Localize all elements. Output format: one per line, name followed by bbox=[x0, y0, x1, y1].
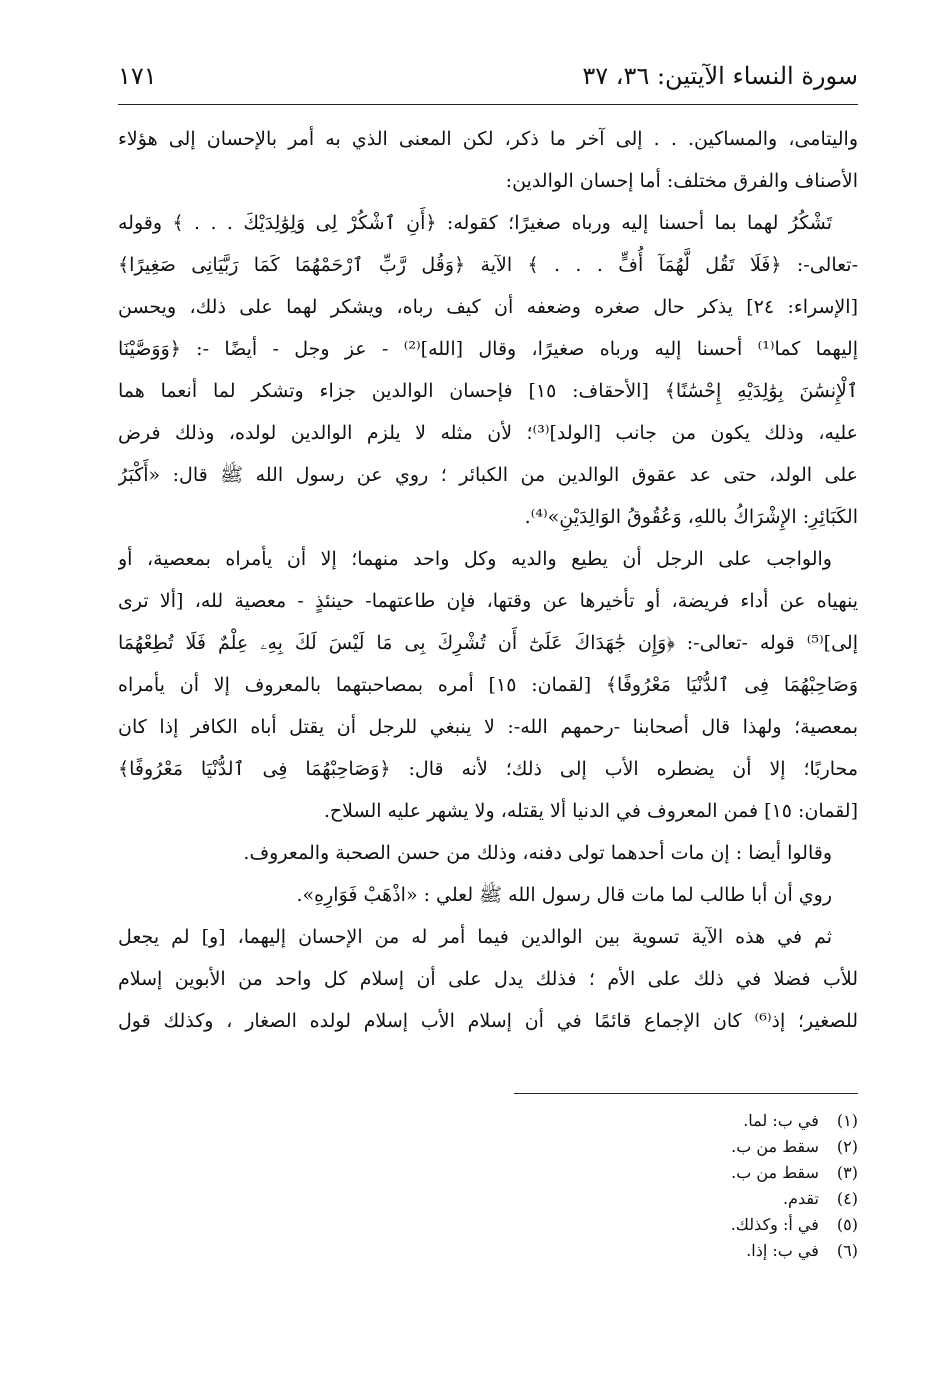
footnote-rule bbox=[514, 1093, 858, 1094]
footnote-number: (٤) bbox=[836, 1189, 858, 1208]
running-header bbox=[118, 56, 858, 96]
footnote bbox=[518, 1186, 858, 1212]
footnote bbox=[518, 1134, 858, 1160]
text-line: على الولد، حتى عد عقوق الوالدين من الكبائر ؛ روي عن رسول الله ﷺ قال: «أَكْبَرُ bbox=[118, 464, 858, 486]
footnote-text: في ب: إذا. bbox=[746, 1241, 819, 1260]
footnote-text: في أ: وكذلك. bbox=[730, 1215, 819, 1234]
text-line: [لقمان: ١٥] فمن المعروف في الدنيا ألا يقتله، ولا يشهر عليه السلاح. bbox=[323, 800, 858, 822]
footnote-number: (٢) bbox=[836, 1137, 858, 1156]
text-line: [الإسراء: ٢٤] يذكر حال صغره وضعفه أن كيف رباه، ويشكر لهما على ذلك، ويحسن bbox=[118, 296, 858, 318]
text-line: عليه، وذلك يكون من جانب [الولد]⁽³⁾؛ لأن مثله لا يلزم الوالدين لولده، وذلك فرض bbox=[118, 422, 858, 444]
text-line: إليهما كما⁽¹⁾ أحسنا إليه ورباه صغيرًا، وقال [الله]⁽²⁾ - عز وجل - أيضًا -: ﴿وَوَصَّيْنَا bbox=[118, 338, 858, 360]
footnote-text: سقط من ب. bbox=[731, 1137, 819, 1156]
text-line: الكَبَائِرِ: الإِشْرَاكُ باللهِ، وَعُقُوقُ الوَالِدَيْنِ»⁽⁴⁾. bbox=[524, 506, 858, 528]
footnote-number: (١) bbox=[836, 1111, 858, 1130]
footnote bbox=[518, 1238, 858, 1264]
footnote-number: (٦) bbox=[836, 1241, 858, 1260]
footnote-text: في ب: لما. bbox=[743, 1111, 819, 1130]
text-line: والواجب على الرجل أن يطيع والديه وكل واحد منهما؛ إلا أن يأمراه بمعصية، أو bbox=[118, 548, 832, 570]
text-line: الأصناف والفرق مختلف: أما إحسان الوالدين: bbox=[505, 170, 858, 192]
text-line: روي أن أبا طالب لما مات قال رسول الله ﷺ لعلي : «اذْهَبْ فَوَارِهِ». bbox=[296, 884, 832, 906]
text-line: وقالوا أيضا : إن مات أحدهما تولى دفنه، وذلك من حسن الصحبة والمعروف. bbox=[243, 842, 832, 864]
body-text bbox=[118, 118, 858, 1042]
text-line: ثم في هذه الآية تسوية بين الوالدين فيما أمر له من الإحسان إليهما، [و] لم يجعل bbox=[118, 926, 832, 948]
text-line: للأب فضلا في ذلك على الأم ؛ فذلك يدل على أن إسلام كل واحد من الأبوين إسلام bbox=[118, 968, 858, 990]
text-line: بمعصية؛ ولهذا قال أصحابنا -رحمهم الله-: لا ينبغي للرجل أن يقتل أباه الكافر إذا كان bbox=[118, 716, 858, 738]
text-line: إلى]⁽⁵⁾ قوله -تعالى-: ﴿وَإِن جَٰهَدَاكَ عَلَىٰٓ أَن تُشْرِكَ بِى مَا لَيْسَ لَكَ بِهِۦ عِلْمٌ فَلَا تُطِعْهُمَا bbox=[118, 632, 858, 654]
text-line: للصغير؛ إذ⁽⁶⁾ كان الإجماع قائمًا في أن إسلام الأب إسلام لولده الصغار ، وكذلك قول bbox=[118, 1010, 858, 1032]
text-line: -تعالى-: ﴿فَلَا تَقُل لَّهُمَآ أُفٍّ . . . ﴾ الآية ﴿وَقُل رَّبِّ ٱرْحَمْهُمَا كَمَا رَبَّيَانِى صَغِيرًا﴾ bbox=[118, 254, 858, 276]
footnote bbox=[518, 1108, 858, 1134]
footnote-text: سقط من ب. bbox=[731, 1163, 819, 1182]
running-title: سورة النساء الآيتين: ٣٦، ٣٧ bbox=[582, 62, 858, 90]
text-line: تَشْكُرُ لهما بما أحسنا إليه ورباه صغيرًا؛ كقوله: ﴿أَنِ ٱشْكُرْ لِى وَلِوَٰلِدَيْكَ . . . ﴾ وقوله bbox=[118, 212, 832, 234]
footnote-number: (٥) bbox=[836, 1215, 858, 1234]
footnote-number: (٣) bbox=[836, 1163, 858, 1182]
footnote bbox=[518, 1212, 858, 1238]
text-line: وَصَاحِبْهُمَا فِى ٱلدُّنْيَا مَعْرُوفًا﴾ [لقمان: ١٥] أمره بمصاحبتهما بالمعروف إلا أن يأمراه bbox=[118, 674, 858, 696]
footnotes bbox=[518, 1108, 858, 1264]
text-line: ينهياه عن أداء فريضة، أو تأخيرها عن وقتها، فإن طاعتهما- حينئذٍ - معصية لله، [ألا ترى bbox=[118, 590, 858, 612]
header-rule bbox=[118, 104, 858, 105]
page-number: ١٧١ bbox=[118, 62, 157, 90]
footnote bbox=[518, 1160, 858, 1186]
text-line: محاربًا؛ إلا أن يضطره الأب إلى ذلك؛ لأنه قال: ﴿وَصَاحِبْهُمَا فِى ٱلدُّنْيَا مَعْرُوفًا﴾ bbox=[118, 758, 858, 780]
text-line: ٱلْإِنسَٰنَ بِوَٰلِدَيْهِ إِحْسَٰنًا﴾ [الأحقاف: ١٥] فإحسان الوالدين جزاء وتشكر لما أنعما هما bbox=[118, 380, 858, 402]
text-line: واليتامى، والمساكين. . . إلى آخر ما ذكر، لكن المعنى الذي به أمر بالإحسان إلى هؤلاء bbox=[118, 128, 858, 150]
footnote-text: تقدم. bbox=[782, 1189, 819, 1208]
